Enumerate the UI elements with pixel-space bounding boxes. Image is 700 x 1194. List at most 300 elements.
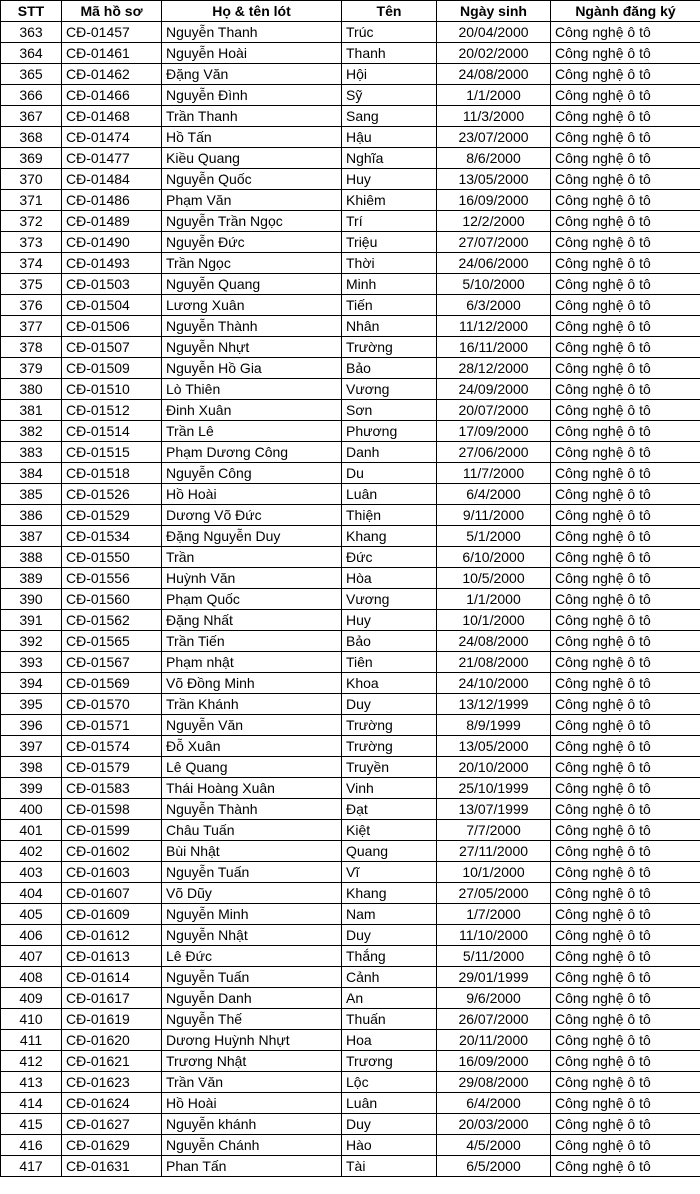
cell-stt: 392: [1, 631, 62, 652]
cell-last-middle-name: Nguyễn Trần Ngọc: [162, 211, 342, 232]
cell-stt: 390: [1, 589, 62, 610]
header-row: [1, 1, 700, 22]
cell-major: Công nghệ ô tô: [551, 400, 700, 421]
table-row: [1, 589, 700, 610]
cell-date-of-birth: 11/3/2000: [437, 106, 551, 127]
cell-first-name: Tài: [342, 1156, 437, 1177]
cell-first-name: Tiến: [342, 295, 437, 316]
table-row: [1, 1051, 700, 1072]
cell-major: Công nghệ ô tô: [551, 757, 700, 778]
cell-date-of-birth: 25/10/1999: [437, 778, 551, 799]
cell-major: Công nghệ ô tô: [551, 652, 700, 673]
cell-date-of-birth: 20/10/2000: [437, 757, 551, 778]
cell-major: Công nghệ ô tô: [551, 547, 700, 568]
table-row: [1, 883, 700, 904]
cell-first-name: Duy: [342, 925, 437, 946]
cell-stt: 378: [1, 337, 62, 358]
cell-record-id: CĐ-01624: [62, 1093, 162, 1114]
cell-record-id: CĐ-01612: [62, 925, 162, 946]
cell-record-id: CĐ-01526: [62, 484, 162, 505]
cell-date-of-birth: 11/10/2000: [437, 925, 551, 946]
cell-date-of-birth: 10/1/2000: [437, 610, 551, 631]
cell-date-of-birth: 6/5/2000: [437, 1156, 551, 1177]
cell-date-of-birth: 23/07/2000: [437, 127, 551, 148]
cell-date-of-birth: 6/3/2000: [437, 295, 551, 316]
cell-last-middle-name: Phạm Quốc: [162, 589, 342, 610]
cell-date-of-birth: 8/6/2000: [437, 148, 551, 169]
cell-last-middle-name: Phạm Văn: [162, 190, 342, 211]
cell-date-of-birth: 27/07/2000: [437, 232, 551, 253]
cell-major: Công nghệ ô tô: [551, 211, 700, 232]
cell-first-name: Bảo: [342, 631, 437, 652]
cell-major: Công nghệ ô tô: [551, 820, 700, 841]
cell-stt: 385: [1, 484, 62, 505]
cell-stt: 397: [1, 736, 62, 757]
table-row: [1, 85, 700, 106]
table-header: [1, 1, 700, 22]
cell-first-name: Vĩ: [342, 862, 437, 883]
cell-record-id: CĐ-01490: [62, 232, 162, 253]
cell-date-of-birth: 24/09/2000: [437, 379, 551, 400]
cell-record-id: CĐ-01507: [62, 337, 162, 358]
cell-date-of-birth: 13/05/2000: [437, 736, 551, 757]
cell-record-id: CĐ-01598: [62, 799, 162, 820]
table-row: [1, 43, 700, 64]
cell-last-middle-name: Nguyễn Nhật: [162, 925, 342, 946]
table-row: [1, 64, 700, 85]
cell-stt: 417: [1, 1156, 62, 1177]
cell-date-of-birth: 16/11/2000: [437, 337, 551, 358]
header-major: Ngành đăng ký: [551, 1, 700, 22]
table-row: [1, 421, 700, 442]
cell-last-middle-name: Lê Đức: [162, 946, 342, 967]
table-row: [1, 568, 700, 589]
cell-major: Công nghệ ô tô: [551, 64, 700, 85]
header-first-name: Tên: [342, 1, 437, 22]
cell-major: Công nghệ ô tô: [551, 925, 700, 946]
cell-first-name: Vương: [342, 379, 437, 400]
cell-first-name: Duy: [342, 694, 437, 715]
cell-date-of-birth: 6/10/2000: [437, 547, 551, 568]
cell-last-middle-name: Hồ Hoài: [162, 1093, 342, 1114]
cell-major: Công nghệ ô tô: [551, 610, 700, 631]
cell-record-id: CĐ-01565: [62, 631, 162, 652]
cell-last-middle-name: Hồ Hoài: [162, 484, 342, 505]
table-row: [1, 610, 700, 631]
table-row: [1, 106, 700, 127]
cell-record-id: CĐ-01474: [62, 127, 162, 148]
cell-major: Công nghệ ô tô: [551, 883, 700, 904]
cell-record-id: CĐ-01569: [62, 673, 162, 694]
cell-record-id: CĐ-01599: [62, 820, 162, 841]
cell-major: Công nghệ ô tô: [551, 169, 700, 190]
cell-stt: 372: [1, 211, 62, 232]
cell-stt: 401: [1, 820, 62, 841]
cell-major: Công nghệ ô tô: [551, 148, 700, 169]
cell-stt: 400: [1, 799, 62, 820]
cell-major: Công nghệ ô tô: [551, 274, 700, 295]
cell-major: Công nghệ ô tô: [551, 1072, 700, 1093]
cell-major: Công nghệ ô tô: [551, 127, 700, 148]
cell-date-of-birth: 24/10/2000: [437, 673, 551, 694]
cell-last-middle-name: Phạm Dương Công: [162, 442, 342, 463]
cell-last-middle-name: Dương Võ Đức: [162, 505, 342, 526]
cell-date-of-birth: 24/08/2000: [437, 631, 551, 652]
cell-last-middle-name: Nguyễn Tuấn: [162, 862, 342, 883]
cell-major: Công nghệ ô tô: [551, 1093, 700, 1114]
cell-first-name: Vinh: [342, 778, 437, 799]
header-record-id: Mã hồ sơ: [62, 1, 162, 22]
table-row: [1, 652, 700, 673]
cell-major: Công nghệ ô tô: [551, 484, 700, 505]
cell-stt: 403: [1, 862, 62, 883]
cell-date-of-birth: 16/09/2000: [437, 190, 551, 211]
cell-last-middle-name: Võ Dũy: [162, 883, 342, 904]
cell-date-of-birth: 20/11/2000: [437, 1030, 551, 1051]
cell-first-name: Trúc: [342, 22, 437, 43]
table-row: [1, 1072, 700, 1093]
cell-record-id: CĐ-01518: [62, 463, 162, 484]
cell-record-id: CĐ-01462: [62, 64, 162, 85]
table-row: [1, 862, 700, 883]
cell-major: Công nghệ ô tô: [551, 232, 700, 253]
cell-stt: 375: [1, 274, 62, 295]
cell-last-middle-name: Võ Đồng Minh: [162, 673, 342, 694]
header-stt: STT: [1, 1, 62, 22]
cell-first-name: Sang: [342, 106, 437, 127]
cell-stt: 409: [1, 988, 62, 1009]
cell-stt: 416: [1, 1135, 62, 1156]
table-row: [1, 337, 700, 358]
table-row: [1, 547, 700, 568]
cell-record-id: CĐ-01493: [62, 253, 162, 274]
cell-date-of-birth: 5/10/2000: [437, 274, 551, 295]
cell-first-name: Đạt: [342, 799, 437, 820]
cell-record-id: CĐ-01510: [62, 379, 162, 400]
cell-first-name: Vương: [342, 589, 437, 610]
table-row: [1, 148, 700, 169]
cell-date-of-birth: 20/02/2000: [437, 43, 551, 64]
cell-first-name: Trường: [342, 715, 437, 736]
cell-stt: 394: [1, 673, 62, 694]
cell-first-name: Triệu: [342, 232, 437, 253]
table-row: [1, 505, 700, 526]
cell-stt: 399: [1, 778, 62, 799]
cell-major: Công nghệ ô tô: [551, 946, 700, 967]
cell-last-middle-name: Nguyễn Văn: [162, 715, 342, 736]
cell-last-middle-name: Nguyễn Công: [162, 463, 342, 484]
cell-record-id: CĐ-01506: [62, 316, 162, 337]
cell-stt: 393: [1, 652, 62, 673]
cell-stt: 389: [1, 568, 62, 589]
cell-stt: 405: [1, 904, 62, 925]
cell-stt: 370: [1, 169, 62, 190]
cell-record-id: CĐ-01620: [62, 1030, 162, 1051]
cell-record-id: CĐ-01614: [62, 967, 162, 988]
cell-last-middle-name: Châu Tuấn: [162, 820, 342, 841]
cell-record-id: CĐ-01602: [62, 841, 162, 862]
cell-first-name: Thắng: [342, 946, 437, 967]
cell-last-middle-name: Trần: [162, 547, 342, 568]
cell-record-id: CĐ-01567: [62, 652, 162, 673]
cell-major: Công nghệ ô tô: [551, 673, 700, 694]
cell-first-name: Minh: [342, 274, 437, 295]
cell-date-of-birth: 4/5/2000: [437, 1135, 551, 1156]
cell-stt: 377: [1, 316, 62, 337]
cell-major: Công nghệ ô tô: [551, 1156, 700, 1177]
cell-stt: 369: [1, 148, 62, 169]
cell-date-of-birth: 9/6/2000: [437, 988, 551, 1009]
cell-major: Công nghệ ô tô: [551, 505, 700, 526]
cell-last-middle-name: Nguyễn Quang: [162, 274, 342, 295]
cell-record-id: CĐ-01534: [62, 526, 162, 547]
cell-first-name: Cảnh: [342, 967, 437, 988]
cell-first-name: Danh: [342, 442, 437, 463]
cell-last-middle-name: Đặng Văn: [162, 64, 342, 85]
cell-last-middle-name: Nguyễn Tuấn: [162, 967, 342, 988]
cell-record-id: CĐ-01562: [62, 610, 162, 631]
cell-last-middle-name: Huỳnh Văn: [162, 568, 342, 589]
cell-first-name: Trường: [342, 736, 437, 757]
cell-major: Công nghệ ô tô: [551, 1135, 700, 1156]
cell-date-of-birth: 5/1/2000: [437, 526, 551, 547]
table-row: [1, 379, 700, 400]
cell-first-name: Đức: [342, 547, 437, 568]
cell-last-middle-name: Nguyễn Minh: [162, 904, 342, 925]
cell-record-id: CĐ-01484: [62, 169, 162, 190]
cell-stt: 413: [1, 1072, 62, 1093]
cell-date-of-birth: 24/08/2000: [437, 64, 551, 85]
table-row: [1, 904, 700, 925]
cell-record-id: CĐ-01466: [62, 85, 162, 106]
cell-date-of-birth: 1/1/2000: [437, 85, 551, 106]
cell-date-of-birth: 8/9/1999: [437, 715, 551, 736]
cell-stt: 368: [1, 127, 62, 148]
cell-first-name: Thiện: [342, 505, 437, 526]
cell-last-middle-name: Trương Nhật: [162, 1051, 342, 1072]
cell-record-id: CĐ-01486: [62, 190, 162, 211]
table-row: [1, 526, 700, 547]
cell-last-middle-name: Đỗ Xuân: [162, 736, 342, 757]
cell-first-name: Phương: [342, 421, 437, 442]
table-row: [1, 169, 700, 190]
cell-date-of-birth: 26/07/2000: [437, 1009, 551, 1030]
cell-last-middle-name: Kiều Quang: [162, 148, 342, 169]
cell-record-id: CĐ-01514: [62, 421, 162, 442]
table-row: [1, 631, 700, 652]
cell-date-of-birth: 17/09/2000: [437, 421, 551, 442]
cell-first-name: Luân: [342, 1093, 437, 1114]
cell-date-of-birth: 27/11/2000: [437, 841, 551, 862]
cell-stt: 380: [1, 379, 62, 400]
cell-major: Công nghệ ô tô: [551, 715, 700, 736]
cell-last-middle-name: Nguyễn Đức: [162, 232, 342, 253]
cell-first-name: Kiệt: [342, 820, 437, 841]
cell-major: Công nghệ ô tô: [551, 253, 700, 274]
cell-date-of-birth: 20/07/2000: [437, 400, 551, 421]
table-row: [1, 778, 700, 799]
table-row: [1, 946, 700, 967]
cell-date-of-birth: 27/06/2000: [437, 442, 551, 463]
cell-stt: 374: [1, 253, 62, 274]
table-row: [1, 190, 700, 211]
table-row: [1, 1135, 700, 1156]
cell-major: Công nghệ ô tô: [551, 379, 700, 400]
cell-major: Công nghệ ô tô: [551, 988, 700, 1009]
table-row: [1, 463, 700, 484]
cell-record-id: CĐ-01504: [62, 295, 162, 316]
cell-stt: 363: [1, 22, 62, 43]
cell-first-name: Truyền: [342, 757, 437, 778]
table-row: [1, 274, 700, 295]
cell-first-name: Quang: [342, 841, 437, 862]
cell-stt: 406: [1, 925, 62, 946]
cell-last-middle-name: Hồ Tấn: [162, 127, 342, 148]
cell-major: Công nghệ ô tô: [551, 190, 700, 211]
table-body: [1, 22, 700, 1177]
cell-major: Công nghệ ô tô: [551, 316, 700, 337]
cell-last-middle-name: Nguyễn Đình: [162, 85, 342, 106]
cell-stt: 379: [1, 358, 62, 379]
cell-major: Công nghệ ô tô: [551, 1009, 700, 1030]
cell-stt: 415: [1, 1114, 62, 1135]
cell-last-middle-name: Nguyễn Thành: [162, 799, 342, 820]
cell-stt: 366: [1, 85, 62, 106]
table-row: [1, 1114, 700, 1135]
cell-last-middle-name: Lương Xuân: [162, 295, 342, 316]
cell-date-of-birth: 20/03/2000: [437, 1114, 551, 1135]
table-row: [1, 694, 700, 715]
cell-first-name: Tiên: [342, 652, 437, 673]
cell-date-of-birth: 24/06/2000: [437, 253, 551, 274]
table-row: [1, 1030, 700, 1051]
table-row: [1, 484, 700, 505]
cell-first-name: Khiêm: [342, 190, 437, 211]
cell-major: Công nghệ ô tô: [551, 43, 700, 64]
cell-stt: 373: [1, 232, 62, 253]
cell-record-id: CĐ-01617: [62, 988, 162, 1009]
cell-stt: 396: [1, 715, 62, 736]
cell-record-id: CĐ-01613: [62, 946, 162, 967]
cell-stt: 391: [1, 610, 62, 631]
cell-first-name: Khang: [342, 883, 437, 904]
cell-date-of-birth: 6/4/2000: [437, 1093, 551, 1114]
cell-date-of-birth: 28/12/2000: [437, 358, 551, 379]
cell-record-id: CĐ-01512: [62, 400, 162, 421]
cell-stt: 382: [1, 421, 62, 442]
cell-date-of-birth: 1/7/2000: [437, 904, 551, 925]
cell-last-middle-name: Lò Thiên: [162, 379, 342, 400]
table-row: [1, 841, 700, 862]
header-last-middle-name: Họ & tên lót: [162, 1, 342, 22]
cell-first-name: Khoa: [342, 673, 437, 694]
cell-date-of-birth: 16/09/2000: [437, 1051, 551, 1072]
cell-major: Công nghệ ô tô: [551, 1114, 700, 1135]
cell-first-name: Trường: [342, 337, 437, 358]
cell-major: Công nghệ ô tô: [551, 442, 700, 463]
cell-date-of-birth: 29/01/1999: [437, 967, 551, 988]
cell-first-name: Huy: [342, 610, 437, 631]
cell-first-name: Hòa: [342, 568, 437, 589]
cell-first-name: Trí: [342, 211, 437, 232]
table-row: [1, 1009, 700, 1030]
cell-first-name: Nghĩa: [342, 148, 437, 169]
cell-record-id: CĐ-01560: [62, 589, 162, 610]
cell-date-of-birth: 9/11/2000: [437, 505, 551, 526]
cell-last-middle-name: Phạm nhật: [162, 652, 342, 673]
cell-first-name: Nhân: [342, 316, 437, 337]
cell-first-name: Hậu: [342, 127, 437, 148]
header-date-of-birth: Ngày sinh: [437, 1, 551, 22]
cell-stt: 376: [1, 295, 62, 316]
table-row: [1, 820, 700, 841]
table-row: [1, 232, 700, 253]
cell-date-of-birth: 13/05/2000: [437, 169, 551, 190]
cell-date-of-birth: 27/05/2000: [437, 883, 551, 904]
cell-date-of-birth: 21/08/2000: [437, 652, 551, 673]
cell-first-name: Lộc: [342, 1072, 437, 1093]
cell-last-middle-name: Nguyễn Thế: [162, 1009, 342, 1030]
table-row: [1, 253, 700, 274]
table-row: [1, 1093, 700, 1114]
cell-last-middle-name: Nguyễn Hồ Gia: [162, 358, 342, 379]
cell-date-of-birth: 12/2/2000: [437, 211, 551, 232]
cell-record-id: CĐ-01556: [62, 568, 162, 589]
cell-first-name: Sỹ: [342, 85, 437, 106]
cell-major: Công nghệ ô tô: [551, 862, 700, 883]
cell-stt: 398: [1, 757, 62, 778]
cell-major: Công nghệ ô tô: [551, 358, 700, 379]
cell-stt: 367: [1, 106, 62, 127]
cell-record-id: CĐ-01583: [62, 778, 162, 799]
cell-first-name: Luân: [342, 484, 437, 505]
cell-major: Công nghệ ô tô: [551, 1051, 700, 1072]
table-row: [1, 295, 700, 316]
cell-major: Công nghệ ô tô: [551, 631, 700, 652]
cell-first-name: Sơn: [342, 400, 437, 421]
cell-major: Công nghệ ô tô: [551, 589, 700, 610]
cell-major: Công nghệ ô tô: [551, 736, 700, 757]
cell-last-middle-name: Đặng Nguyễn Duy: [162, 526, 342, 547]
cell-last-middle-name: Đinh Xuân: [162, 400, 342, 421]
cell-record-id: CĐ-01550: [62, 547, 162, 568]
cell-last-middle-name: Phan Tấn: [162, 1156, 342, 1177]
table-row: [1, 736, 700, 757]
cell-last-middle-name: Nguyễn khánh: [162, 1114, 342, 1135]
cell-last-middle-name: Đặng Nhất: [162, 610, 342, 631]
cell-date-of-birth: 1/1/2000: [437, 589, 551, 610]
cell-first-name: Hội: [342, 64, 437, 85]
cell-first-name: Nam: [342, 904, 437, 925]
cell-record-id: CĐ-01631: [62, 1156, 162, 1177]
cell-major: Công nghệ ô tô: [551, 1030, 700, 1051]
cell-record-id: CĐ-01574: [62, 736, 162, 757]
cell-major: Công nghệ ô tô: [551, 337, 700, 358]
cell-record-id: CĐ-01489: [62, 211, 162, 232]
cell-stt: 386: [1, 505, 62, 526]
cell-major: Công nghệ ô tô: [551, 421, 700, 442]
cell-stt: 414: [1, 1093, 62, 1114]
cell-stt: 384: [1, 463, 62, 484]
cell-stt: 412: [1, 1051, 62, 1072]
cell-major: Công nghệ ô tô: [551, 295, 700, 316]
cell-first-name: Duy: [342, 1114, 437, 1135]
cell-last-middle-name: Trần Khánh: [162, 694, 342, 715]
cell-first-name: Thời: [342, 253, 437, 274]
cell-record-id: CĐ-01609: [62, 904, 162, 925]
cell-last-middle-name: Trần Tiến: [162, 631, 342, 652]
table-row: [1, 442, 700, 463]
